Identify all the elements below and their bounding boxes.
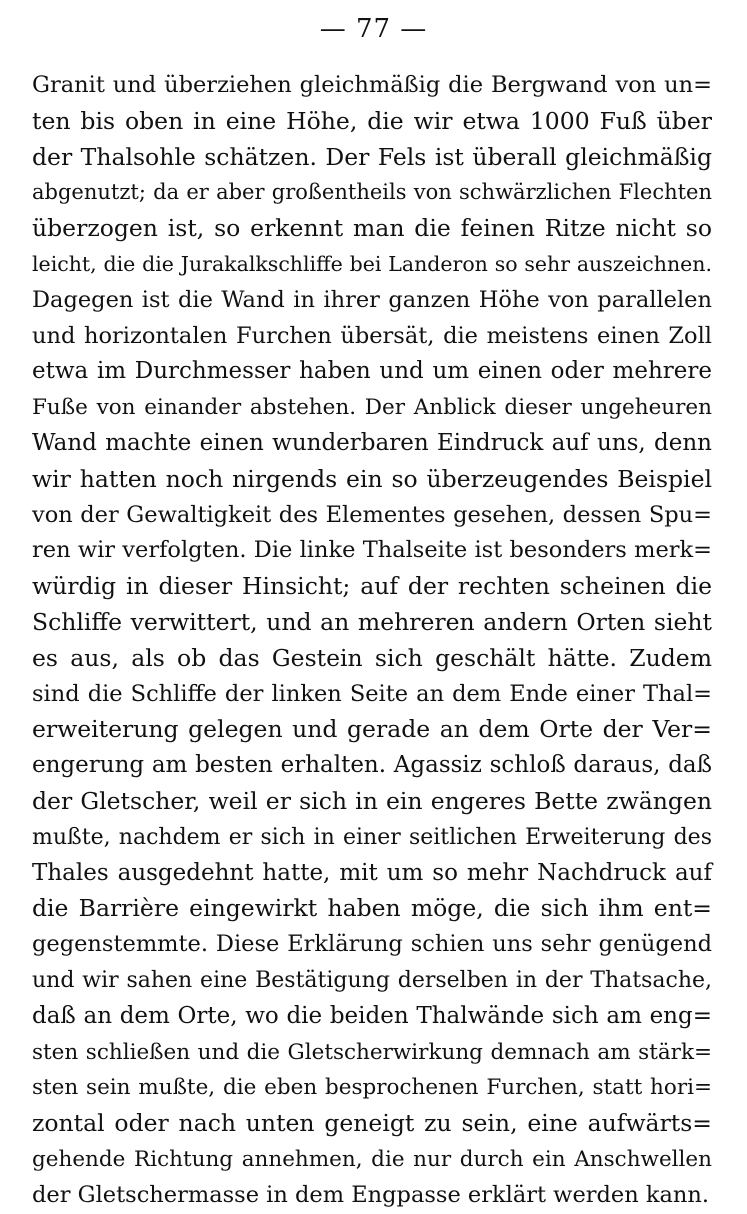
text-line: daß an dem Orte, wo die beiden Thalwände sich am eng= [32, 1002, 712, 1029]
text-line: etwa im Durchmesser haben und um einen oder mehrere [32, 358, 712, 385]
text-line: es aus, als ob das Gestein sich geschält hätte. Zudem [32, 643, 712, 672]
text-line: überzogen ist, so erkennt man die feinen Ritze nicht so [32, 214, 712, 243]
text-line: erweiterung gelegen und gerade an dem Orte der Ver= [32, 715, 712, 744]
text-line: Schliffe verwittert, und an mehreren andern Orten sieht [32, 607, 712, 636]
text-line: sten schließen und die Gletscherwirkung demnach am stärk= [32, 1039, 712, 1065]
text-line: zontal oder nach unten geneigt zu sein, eine aufwärts= [32, 1109, 712, 1138]
text-line: sten sein mußte, die eben besprochenen Furchen, statt hori= [32, 1075, 712, 1101]
text-line: von der Gewaltigkeit des Elementes gesehen, dessen Spu= [32, 501, 712, 528]
text-line: engerung am besten erhalten. Agassiz schloß daraus, daß [32, 752, 712, 779]
text-line: gegenstemmte. Diese Erklärung schien uns sehr genügend [32, 931, 712, 958]
body-text [32, 68, 712, 1214]
text-line: würdig in dieser Hinsicht; auf der rechten scheinen die [32, 572, 712, 601]
text-line: abgenutzt; da er aber großentheils von schwärzlichen Flechten [32, 180, 712, 205]
text-line: ren wir verfolgten. Die linke Thalseite ist besonders merk= [32, 537, 712, 564]
text-line: sind die Schliffe der linken Seite an dem Ende einer Thal= [32, 680, 712, 707]
text-line: und wir sahen eine Bestätigung derselben in der Thatsache, [32, 967, 712, 993]
text-line: Fuße von einander abstehen. Der Anblick dieser ungeheuren [32, 395, 712, 421]
text-line: leicht, die die Jurakalkschliffe bei Landeron so sehr auszeichnen. [32, 251, 712, 276]
text-line: der Gletscher, weil er sich in ein engeres Bette zwängen [32, 786, 712, 815]
text-line: die Barrière eingewirkt haben möge, die sich ihm ent= [32, 894, 712, 923]
text-line: der Thalsohle schätzen. Der Fels ist überall gleichmäßig [32, 142, 712, 171]
text-line: wir hatten noch nirgends ein so überzeugendes Beispiel [32, 464, 712, 493]
text-line: Thales ausgedehnt hatte, mit um so mehr Nachdruck auf [32, 859, 712, 886]
text-line: Wand machte einen wunderbaren Eindruck auf uns, denn [32, 429, 712, 456]
text-line: und horizontalen Furchen übersät, die meistens einen Zoll [32, 322, 712, 349]
text-line: der Gletschermasse in dem Engpasse erklärt werden kann. [32, 1181, 710, 1208]
text-line: mußte, nachdem er sich in einer seitlichen Erweiterung des [32, 824, 712, 850]
text-line: gehende Richtung annehmen, die nur durch ein Anschwellen [32, 1146, 712, 1172]
page-number: — 77 — [319, 14, 428, 44]
text-line: ten bis oben in eine Höhe, die wir etwa 1000 Fuß über [32, 106, 712, 135]
text-line: Dagegen ist die Wand in ihrer ganzen Höhe von parallelen [32, 286, 712, 313]
text-line: Granit und überziehen gleichmäßig die Bergwand von un= [32, 72, 712, 98]
